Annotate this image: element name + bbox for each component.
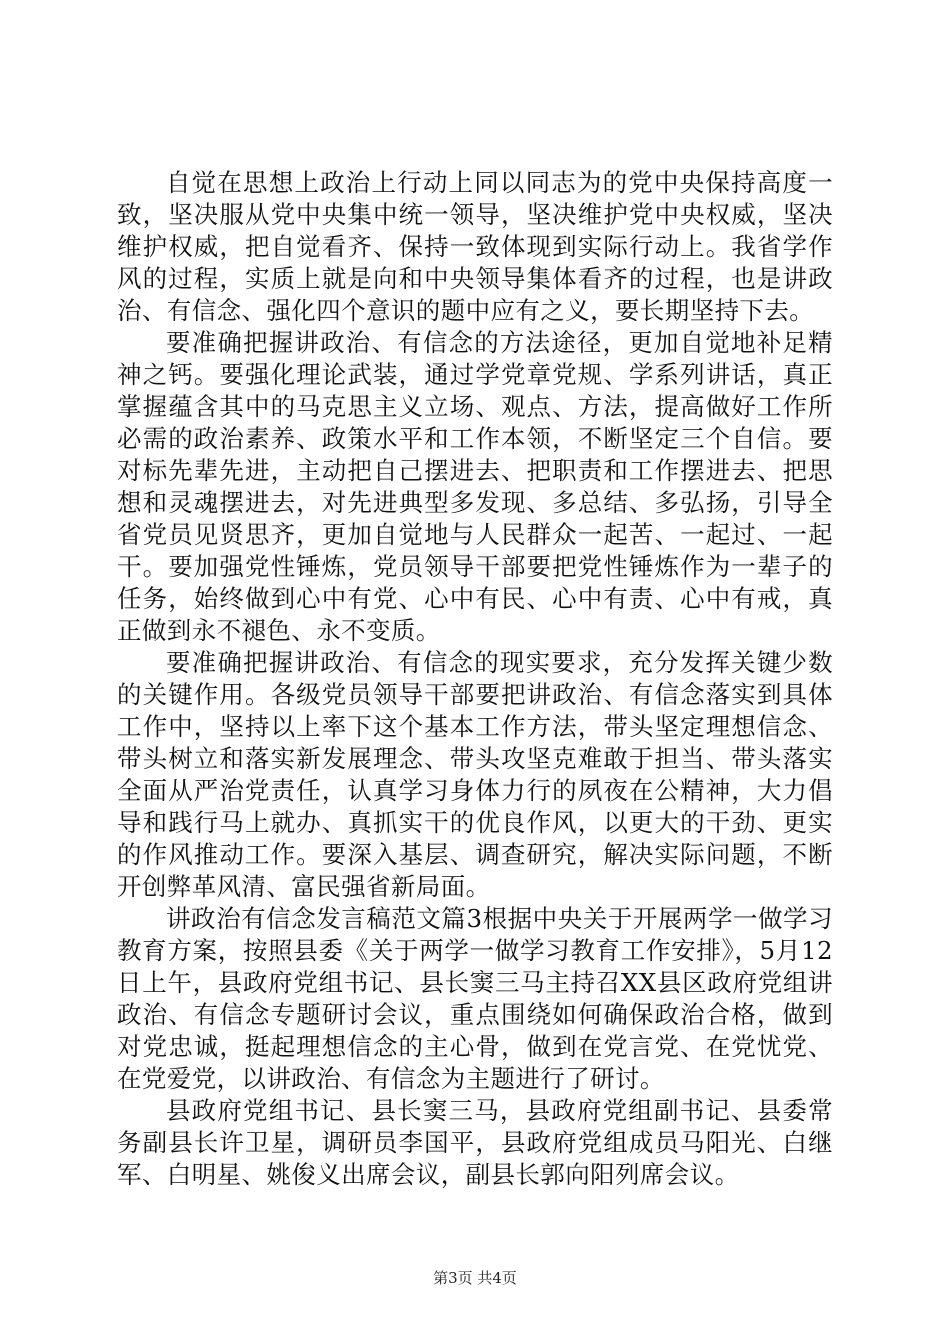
paragraph-3: 要准确把握讲政治、有信念的现实要求，充分发挥关键少数的关键作用。各级党员领导干部要把讲政治、有信念落实到具体工作中，坚持以上率下这个基本工作方法，带头坚定理想信念、带头树立和落实新发展理念、带头攻坚克难敢于担当、带头落实全面从严治党责任，认真学习身体力行的夙夜在公精神，大力倡导和践行马上就办、真抓实干的优良作风，以更大的干劲、更实的作风推动工作。要深入基层、调查研究，解决实际问题，不断开创弊革风清、富民强省新局面。 [117, 648, 833, 901]
document-body [117, 167, 833, 1191]
paragraph-4: 讲政治有信念发言稿范文篇3根据中央关于开展两学一做学习教育方案，按照县委《关于两学一做学习教育工作安排》，5月12日上午，县政府党组书记、县长窦三马主持召XX县区政府党组讲政治、有信念专题研讨会议，重点围绕如何确保政治合格，做到对党忠诚，挺起理想信念的主心骨，做到在党言党、在党忧党、在党爱党，以讲政治、有信念为主题进行了研讨。 [117, 904, 833, 1093]
page-number-footer: 第3页 共4页 [433, 1269, 517, 1287]
paragraph-5: 县政府党组书记、县长窦三马，县政府党组副书记、县委常务副县长许卫星，调研员李国平，县政府党组成员马阳光、白继军、白明星、姚俊义出席会议，副县长郭向阳列席会议。 [117, 1096, 833, 1189]
paragraph-2: 要准确把握讲政治、有信念的方法途径，更加自觉地补足精神之钙。要强化理论武装，通过学党章党规、学系列讲话，真正掌握蕴含其中的马克思主义立场、观点、方法，提高做好工作所必需的政治素养、政策水平和工作本领，不断坚定三个自信。要对标先辈先进，主动把自己摆进去、把职责和工作摆进去、把思想和灵魂摆进去，对先进典型多发现、多总结、多弘扬，引导全省党员见贤思齐，更加自觉地与人民群众一起苦、一起过、一起干。要加强党性锤炼，党员领导干部要把党性锤炼作为一辈子的任务，始终做到心中有党、心中有民、心中有责、心中有戒，真正做到永不褪色、永不变质。 [117, 328, 833, 645]
paragraph-1: 自觉在思想上政治上行动上同以同志为的党中央保持高度一致，坚决服从党中央集中统一领导，坚决维护党中央权威，坚决维护权威，把自觉看齐、保持一致体现到实际行动上。我省学作风的过程，实质上就是向和中央领导集体看齐的过程，也是讲政治、有信念、强化四个意识的题中应有之义，要长期坚持下去。 [117, 168, 833, 325]
